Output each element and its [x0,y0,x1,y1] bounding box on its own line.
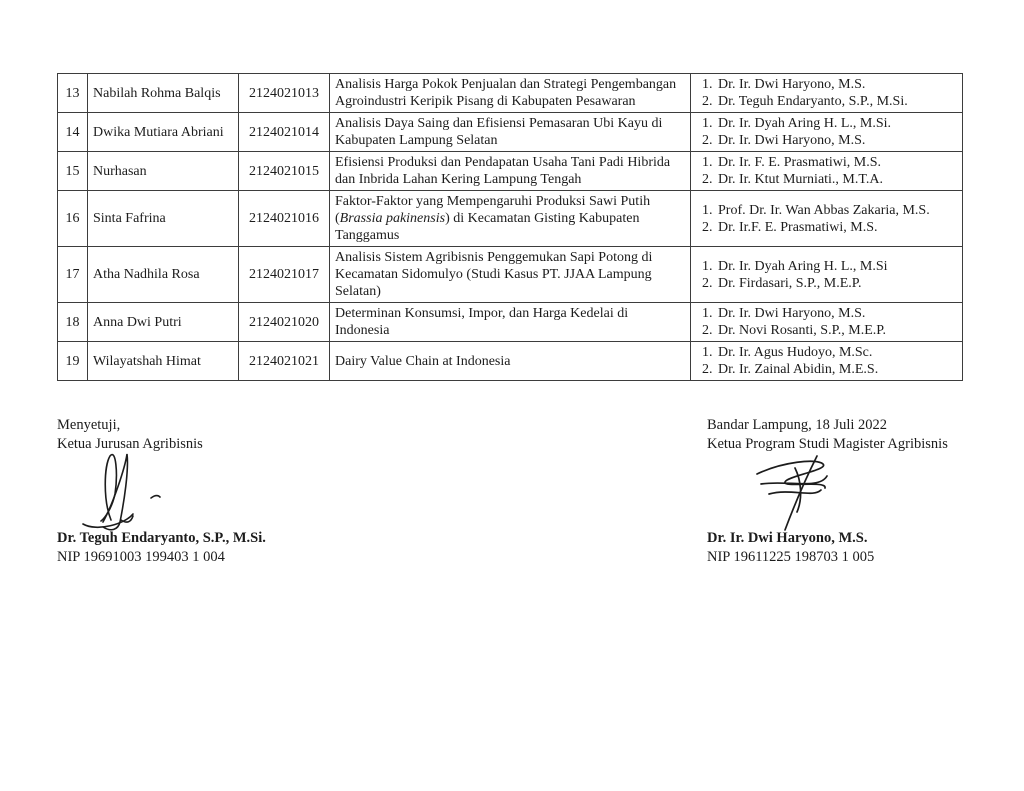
advisor-list [696,202,957,236]
row-number-cell: 14 [58,113,88,152]
approval-intro: Menyetuji, [57,417,121,433]
thesis-title-cell: Analisis Harga Pokok Penjualan dan Strategi Pengembangan Agroindustri Keripik Pisang di Kabupaten Pesawaran [330,74,691,113]
npm-cell: 2124021021 [239,342,330,381]
advisor-list [696,258,957,292]
approval-role: Ketua Program Studi Magister Agribisnis [707,436,948,452]
row-number-cell: 18 [58,303,88,342]
thesis-table-wrap [57,73,963,381]
advisor-item: 1. Dr. Ir. Dwi Haryono, M.S. [716,76,957,93]
advisor-item: 2. Dr. Firdasari, S.P., M.E.P. [716,275,957,292]
advisor-item: 2. Dr. Ir.F. E. Prasmatiwi, M.S. [716,219,957,236]
signer-nip: NIP 19611225 198703 1 005 [707,549,875,565]
table-row [58,191,963,247]
approval-block-left [57,416,387,567]
row-number-cell: 16 [58,191,88,247]
table-row [58,342,963,381]
signer-nip: NIP 19691003 199403 1 004 [57,549,225,565]
thesis-title-cell: Analisis Sistem Agribisnis Penggemukan Sapi Potong di Kecamatan Sidomulyo (Studi Kasus PT. JJAA Lampung Selatan) [330,247,691,303]
advisor-item: 1. Dr. Ir. Dwi Haryono, M.S. [716,305,957,322]
npm-cell: 2124021014 [239,113,330,152]
thesis-title-cell: Dairy Value Chain at Indonesia [330,342,691,381]
row-number-cell: 17 [58,247,88,303]
npm-cell: 2124021013 [239,74,330,113]
advisor-item: 1. Dr. Ir. Dyah Aring H. L., M.Si. [716,115,957,132]
thesis-title-cell: Analisis Daya Saing dan Efisiensi Pemasaran Ubi Kayu di Kabupaten Lampung Selatan [330,113,691,152]
approval-block-right [707,416,1007,567]
student-name-cell: Anna Dwi Putri [88,303,239,342]
student-name-cell: Dwika Mutiara Abriani [88,113,239,152]
student-name-cell: Atha Nadhila Rosa [88,247,239,303]
advisor-item: 2. Dr. Ir. Zainal Abidin, M.E.S. [716,361,957,378]
advisor-item: 2. Dr. Teguh Endaryanto, S.P., M.Si. [716,93,957,110]
table-row [58,152,963,191]
advisor-list [696,344,957,378]
advisors-cell [691,113,963,152]
advisor-item: 2. Dr. Ir. Dwi Haryono, M.S. [716,132,957,149]
thesis-title-cell: Determinan Konsumsi, Impor, dan Harga Kedelai di Indonesia [330,303,691,342]
advisor-item: 2. Dr. Ir. Ktut Murniati., M.T.A. [716,171,957,188]
signature-right-icon [747,454,877,536]
advisor-list [696,76,957,110]
npm-cell: 2124021016 [239,191,330,247]
row-number-cell: 13 [58,74,88,113]
advisor-item: 1. Dr. Ir. Dyah Aring H. L., M.Si [716,258,957,275]
signer-name: Dr. Teguh Endaryanto, S.P., M.Si. [57,530,266,546]
student-name-cell: Nurhasan [88,152,239,191]
npm-cell: 2124021015 [239,152,330,191]
advisor-item: 1. Prof. Dr. Ir. Wan Abbas Zakaria, M.S. [716,202,957,219]
advisors-cell [691,74,963,113]
table-row [58,113,963,152]
signer-name: Dr. Ir. Dwi Haryono, M.S. [707,530,868,546]
advisors-cell [691,247,963,303]
row-number-cell: 15 [58,152,88,191]
advisors-cell [691,342,963,381]
table-row [58,247,963,303]
advisors-cell [691,191,963,247]
row-number-cell: 19 [58,342,88,381]
thesis-title-latin-name: Brassia pakinensis [339,211,446,226]
table-row [58,303,963,342]
advisors-cell [691,303,963,342]
thesis-title-text: Faktor-Faktor yang Mempengaruhi Produksi Sawi Putih ( [335,194,651,226]
approval-role: Ketua Jurusan Agribisnis [57,436,203,452]
advisor-list [696,305,957,339]
student-name-cell: Wilayatshah Himat [88,342,239,381]
thesis-table [57,73,963,381]
signature-area-right [707,454,1007,529]
npm-cell: 2124021017 [239,247,330,303]
advisor-item: 2. Dr. Novi Rosanti, S.P., M.E.P. [716,322,957,339]
advisor-list [696,115,957,149]
student-name-cell: Sinta Fafrina [88,191,239,247]
advisor-item: 1. Dr. Ir. Agus Hudoyo, M.Sc. [716,344,957,361]
signature-left-icon [77,450,197,532]
thesis-title-cell: Efisiensi Produksi dan Pendapatan Usaha Tani Padi Hibrida dan Inbrida Lahan Kering Lampung Tengah [330,152,691,191]
advisors-cell [691,152,963,191]
thesis-title-text: ) di Kecamatan Gisting Kabupaten Tanggamus [335,211,640,243]
signature-area-left [57,454,387,529]
table-row [58,74,963,113]
advisor-item: 1. Dr. Ir. F. E. Prasmatiwi, M.S. [716,154,957,171]
student-name-cell: Nabilah Rohma Balqis [88,74,239,113]
thesis-title-cell [330,191,691,247]
npm-cell: 2124021020 [239,303,330,342]
advisor-list [696,154,957,188]
approval-place-date: Bandar Lampung, 18 Juli 2022 [707,417,888,433]
